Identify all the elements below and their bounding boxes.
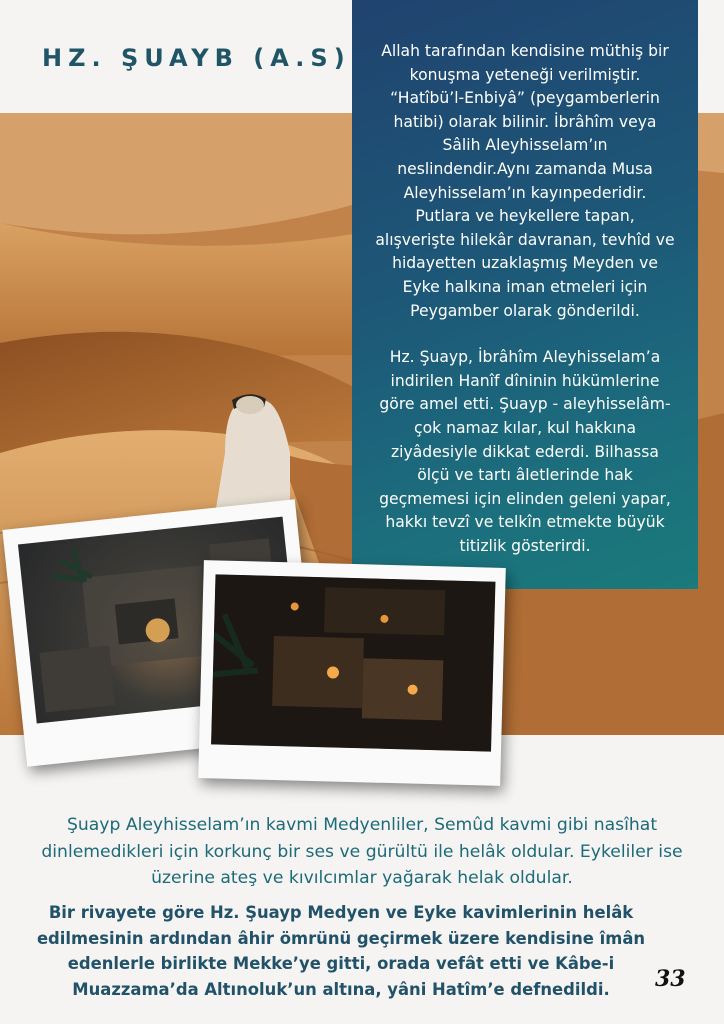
page-number: 33: [655, 966, 686, 992]
info-panel: [352, 0, 698, 589]
bottom-paragraph-text: Şuayp Aleyhisselam’ın kavmi Medyenliler, Semûd kavmi gibi nasîhat dinlemedikleri için korkunç bir ses ve gürültü ile helâk oldular. Eykeliler ise üzerine ateş ve kıvılcımlar yağarak helak oldular.: [41, 815, 683, 889]
bottom-bold-paragraph: Bir rivayete göre Hz. Şuayp Medyen ve Eyke kavimlerinin helâk edilmesinin ardından âhir ömrünü geçirmek üzere kendisine îmân edenlerle birlikte Mekke’ye gitti, orada vefât etti ve Kâbe-i Muazzama’da Altınoluk’un altına, yâni Hatîm’e defnedildi.: [36, 903, 646, 999]
page-title: HZ. ŞUAYB (A.S): [42, 44, 351, 72]
panel-paragraph-1: Allah tarafından kendisine müthiş bir konuşma yeteneği verilmiştir. “Hatîbü’l-Enbiyâ” (peygamberlerin hatibi) olarak bilinir. İbrâhîm veya Sâlih Aleyhisselam’ın neslindendir.Aynı zamanda Musa Aleyhisselam’ın kayınpederidir. Putlara ve heykellere tapan, alışverişte hilekâr davranan, tevhîd ve hidayetten uzaklaşmış Meyden ve Eyke halkına iman etmeleri için Peygamber olarak gönderildi.: [375, 42, 675, 320]
panel-paragraph-2: Hz. Şuayp, İbrâhîm Aleyhisselam’a indirilen Hanîf dîninin hükümlerine göre amel etti. Şuayp - aleyhisselâm- çok namaz kılar, kul hakkına ziyâdesiyle dikkat ederdi. Bilhassa ölçü ve tartı âletlerinde hak geçmemesi için elinden geleni yapar, hakkı tevzî ve telkîn etmekte büyük titizlik gösterirdi.: [379, 348, 671, 555]
bottom-paragraph: [22, 812, 702, 892]
polaroid-photo-village-bottom: [198, 560, 506, 786]
village-night-photo-2: [211, 574, 495, 751]
